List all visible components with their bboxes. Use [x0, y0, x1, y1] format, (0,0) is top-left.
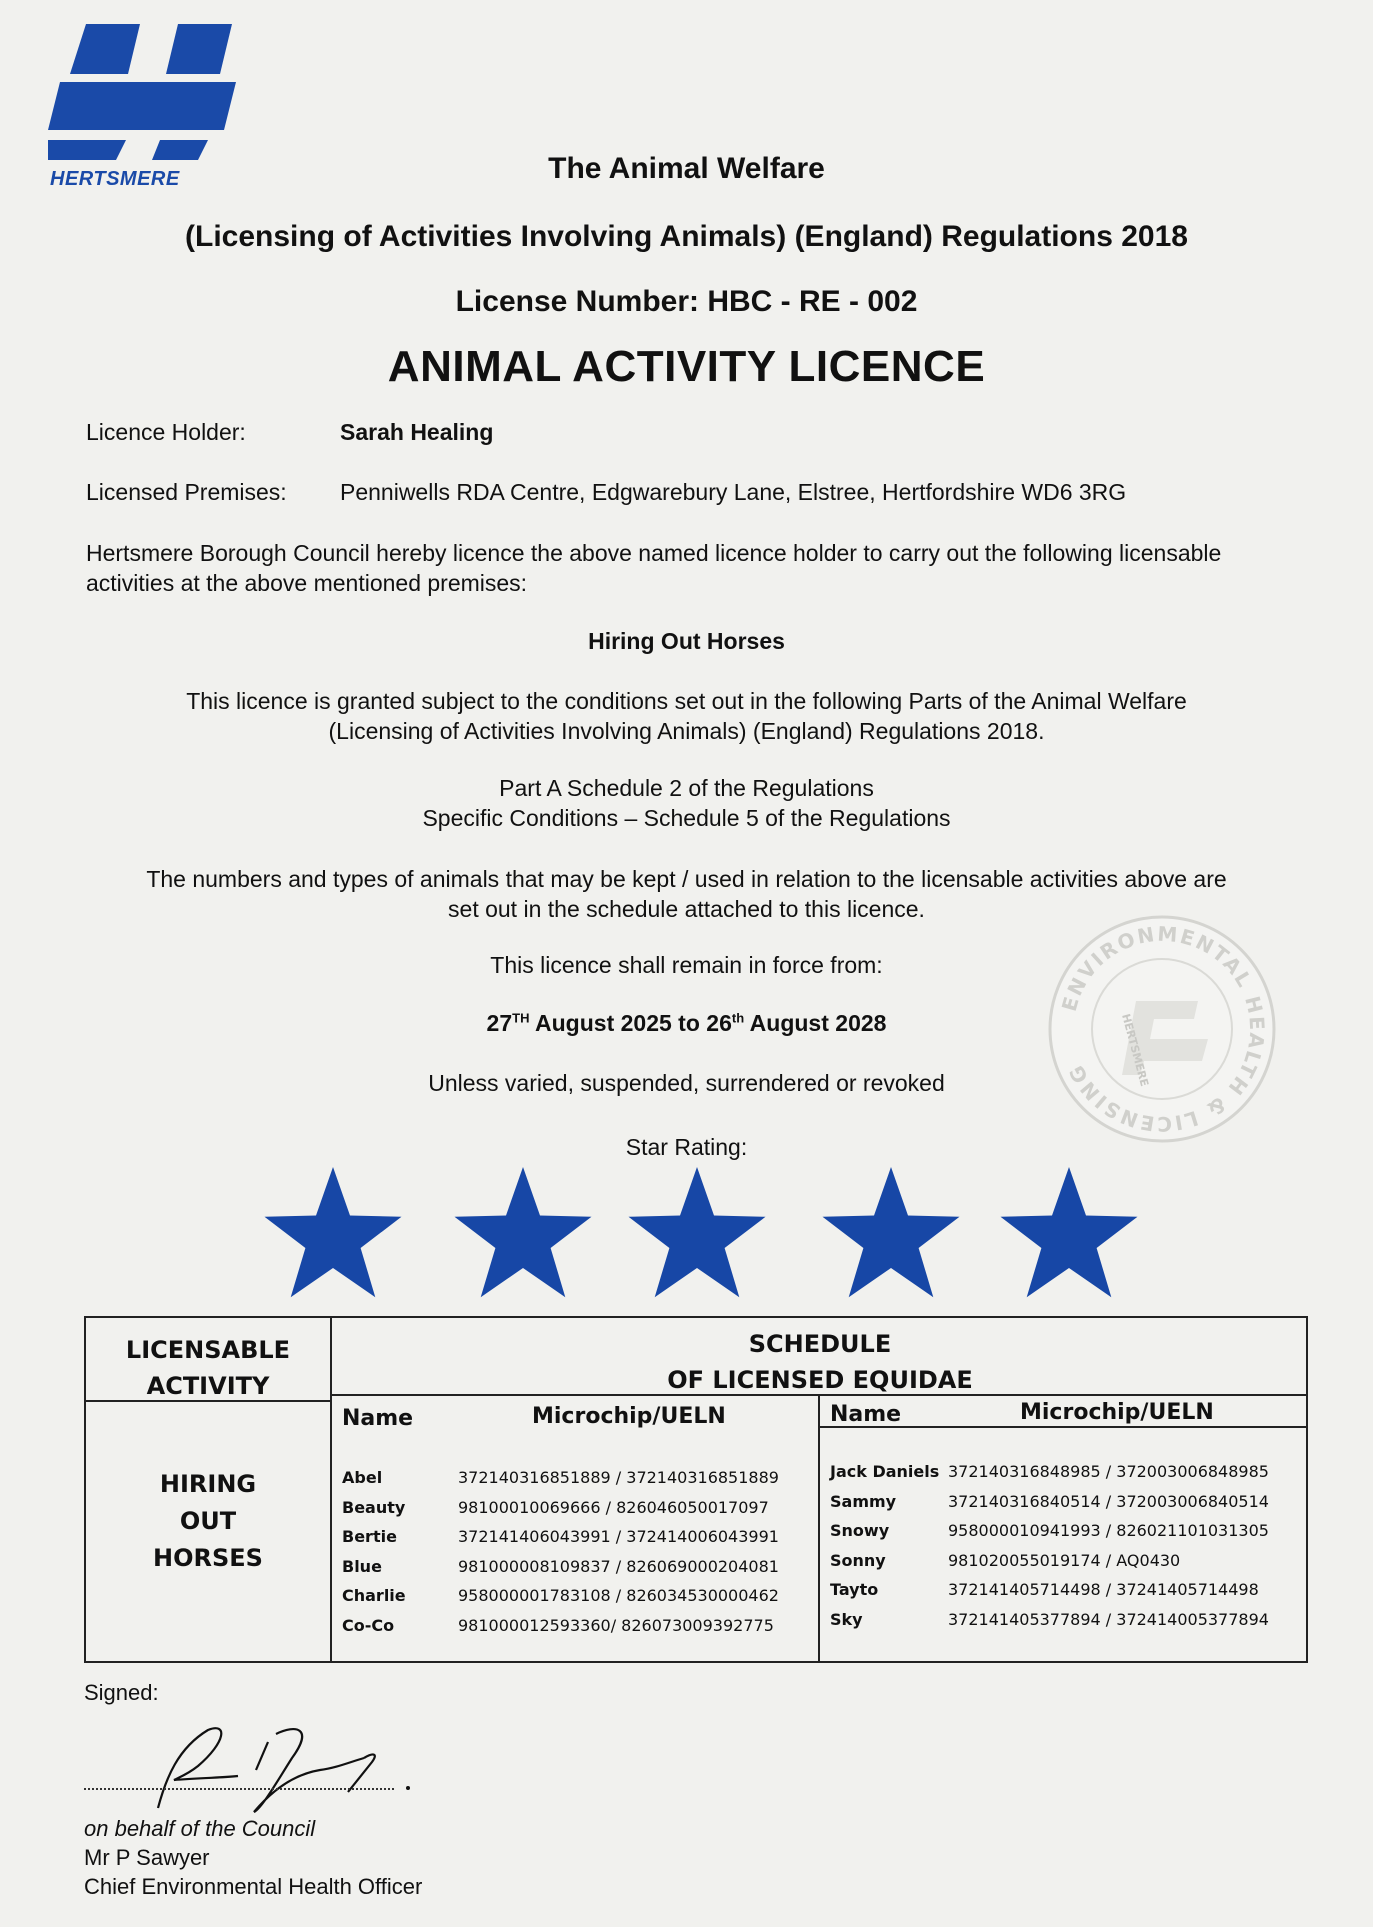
activity-line3: HORSES [153, 1544, 263, 1572]
schedule-header-line2: OF LICENSED EQUIDAE [667, 1366, 973, 1394]
signature-line [84, 1788, 394, 1790]
handwritten-signature [78, 1718, 428, 1818]
intro-paragraph: Hertsmere Borough Council hereby licence the above named licence holder to carry out the following licensable activities at the above mentioned premises: [86, 540, 1222, 596]
signed-label: Signed: [84, 1680, 159, 1705]
logo-wordmark: HERTSMERE [50, 168, 180, 190]
activity-header-line1: LICENSABLE [125, 1336, 291, 1364]
premises-label: Licensed Premises: [86, 479, 287, 505]
left-horse-microchip: 958000001783108 / 826034530000462 [458, 1586, 779, 1605]
right-horse-microchip: 372141405714498 / 37241405714498 [948, 1580, 1259, 1599]
left-horse-name: Co-Co [342, 1615, 395, 1635]
signatory-title: Chief Environmental Health Officer [84, 1874, 423, 1899]
validity-caveat: Unless varied, suspended, surrendered or revoked [428, 1070, 945, 1096]
heading-line2: (Licensing of Activities Involving Animals) (England) Regulations 2018 [185, 220, 1188, 253]
left-horse-name: Beauty [342, 1497, 406, 1517]
signatory-name: Mr P Sawyer [84, 1845, 210, 1870]
numbers-line2: set out in the schedule attached to this licence. [448, 896, 925, 922]
on-behalf-line: on behalf of the Council [84, 1816, 316, 1841]
left-horse-microchip: 981000008109837 / 826069000204081 [458, 1556, 779, 1576]
left-horse-microchip: 372141406043991 / 372414006043991 [458, 1527, 779, 1546]
date-middle: August 2025 to 26 [529, 1010, 732, 1036]
license-number: License Number: HBC - RE - 002 [455, 285, 918, 318]
end-day-suffix: th [731, 1010, 745, 1026]
numbers-line1: The numbers and types of animals that may be kept / used in relation to the licensable activities above are [146, 866, 1227, 892]
right-horse-name: Sonny [830, 1550, 886, 1570]
rating-star-icon [816, 1163, 966, 1303]
start-day: 27 [486, 1010, 513, 1036]
activity-column-header [86, 1332, 330, 1404]
document-title: ANIMAL ACTIVITY LICENCE [387, 342, 986, 391]
embossed-seal [1048, 915, 1276, 1143]
right-horse-name: Tayto [830, 1580, 879, 1599]
specific-conditions-line: Specific Conditions – Schedule 5 of the Regulations [422, 805, 951, 831]
left-horse-name: Bertie [342, 1527, 397, 1546]
validity-intro: This licence shall remain in force from: [490, 952, 883, 978]
left-name-header: Name [342, 1406, 414, 1431]
left-horse-name: Blue [342, 1556, 382, 1576]
seal-ring-text: ENVIRONMENTAL HEALTH & LICENSING [1056, 921, 1270, 1137]
left-horse-microchip: 372140316851889 / 372140316851889 [458, 1468, 779, 1487]
right-name-header: Name [830, 1402, 902, 1427]
left-chip-header: Microchip/UELN [532, 1404, 726, 1429]
seal-inner-text: HERTSMERE [1119, 1012, 1151, 1088]
right-chip-header: Microchip/UELN [1020, 1400, 1214, 1425]
right-horse-microchip: 372141405377894 / 372414005377894 [948, 1609, 1269, 1629]
conditions-line2: (Licensing of Activities Involving Animals) (England) Regulations 2018. [328, 718, 1045, 744]
activity-line1: HIRING [159, 1470, 257, 1498]
schedule-header-line1: SCHEDULE [748, 1330, 892, 1358]
left-horse-name: Charlie [342, 1586, 406, 1605]
rating-star-icon [258, 1163, 408, 1303]
activity-line2: OUT [179, 1507, 237, 1535]
conditions-line1: This licence is granted subject to the conditions set out in the following Parts of the Animal Welfare [186, 688, 1187, 714]
heading-line1: The Animal Welfare [548, 152, 825, 185]
activity-header-line2: ACTIVITY [146, 1372, 270, 1400]
rating-star-icon [448, 1163, 598, 1303]
star-rating-label: Star Rating: [625, 1134, 748, 1160]
right-horse-microchip: 981020055019174 / AQ0430 [948, 1550, 1181, 1570]
rating-star-icon [622, 1163, 772, 1303]
left-horse-microchip: 98100010069666 / 826046050017097 [458, 1497, 769, 1517]
schedule-table [84, 1316, 1308, 1663]
schedule-column-header [330, 1326, 1310, 1398]
holder-label: Licence Holder: [86, 419, 246, 445]
right-horse-name: Sky [830, 1609, 863, 1629]
conditions-paragraph [0, 686, 1373, 746]
right-horse-microchip: 372140316840514 / 372003006840514 [948, 1491, 1269, 1511]
start-day-suffix: TH [512, 1010, 530, 1026]
left-horse-microchip: 981000012593360/ 826073009392775 [458, 1615, 774, 1635]
right-horse-microchip: 372140316848985 / 372003006848985 [948, 1462, 1269, 1481]
licensed-activity: Hiring Out Horses [588, 628, 785, 654]
rating-star-icon [994, 1163, 1144, 1303]
premises-value: Penniwells RDA Centre, Edgwarebury Lane, Elstree, Hertfordshire WD6 3RG [340, 479, 1127, 505]
holder-value: Sarah Healing [340, 419, 494, 445]
right-horse-name: Sammy [830, 1491, 897, 1511]
right-horse-name: Snowy [830, 1521, 890, 1540]
left-horse-name: Abel [342, 1468, 383, 1487]
part-a-line: Part A Schedule 2 of the Regulations [499, 775, 874, 801]
right-horse-name: Jack Daniels [830, 1462, 940, 1481]
activity-cell [86, 1466, 330, 1577]
end-date: August 2028 [744, 1010, 887, 1036]
right-horse-microchip: 958000010941993 / 826021101031305 [948, 1521, 1269, 1540]
